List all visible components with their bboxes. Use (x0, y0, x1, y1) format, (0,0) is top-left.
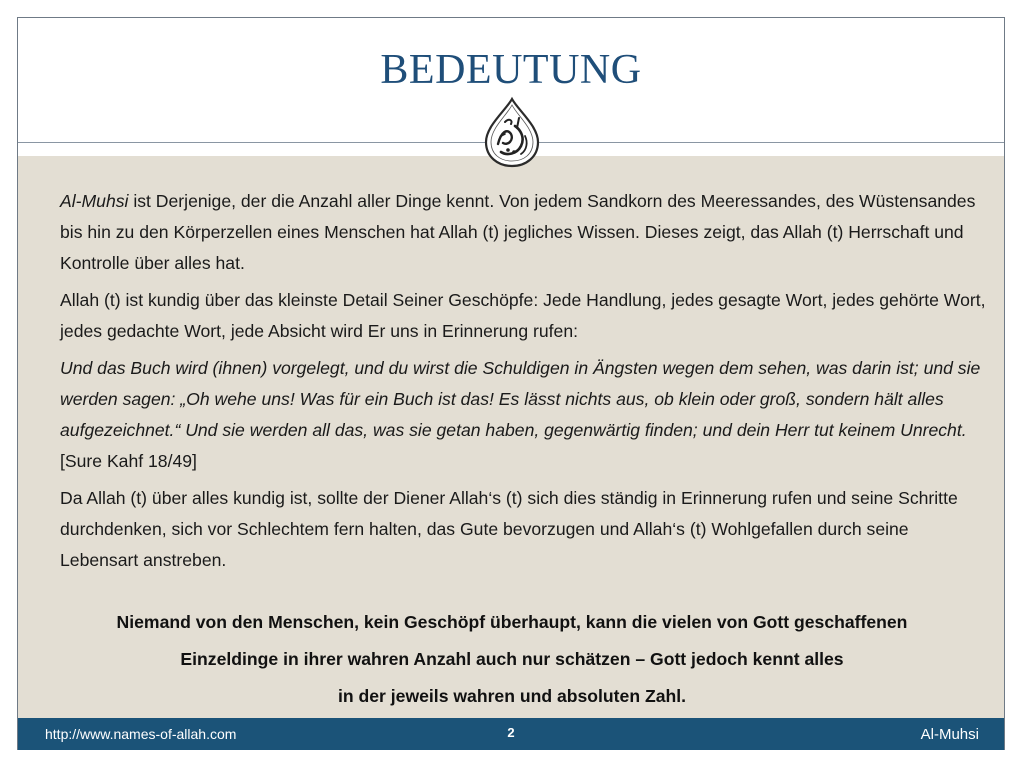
closing-line-2: Einzeldinge in ihrer wahren Anzahl auch nur schätzen – Gott jedoch kennt alles (180, 649, 844, 669)
page-title: BEDEUTUNG (380, 47, 642, 93)
paragraph-3 (60, 353, 990, 477)
quran-quote: Und das Buch wird (ihnen) vorgelegt, und du wirst die Schuldigen in Ängsten wegen dem sehen, was darin ist; und sie werden sagen: „Oh wehe uns! Was für ein Buch ist das! Es lässt nichts aus, ob klein oder groß, sondern hält alles aufgezeichnet.“ Und sie werden all das, was sie getan haben, gegenwärtig finden; und dein Herr tut keinem Unrecht. (60, 358, 981, 440)
paragraph-2: Allah (t) ist kundig über das kleinste Detail Seiner Geschöpfe: Jede Handlung, jedes gesagte Wort, jedes gehörte Wort, jedes gedachte Wort, jede Absicht wird Er uns in Erinnerung rufen: (60, 290, 986, 341)
closing-line-3: in der jeweils wahren und absoluten Zahl. (337, 686, 687, 706)
arabic-calligraphy-emblem-icon (481, 96, 543, 168)
footer-name: Al-Muhsi (920, 726, 979, 743)
footer-url-link[interactable]: http://www.names-of-allah.com (45, 726, 237, 742)
closing-statement (38, 604, 986, 715)
footer-bar (18, 718, 1004, 750)
paragraph-4: Da Allah (t) über alles kundig ist, sollte der Diener Allah‘s (t) sich dies ständig in Erinnerung rufen und seine Schritte durchdenken, sich vor Schlechtem fern halten, das Gute bevorzugen und Allah‘s (t) Wohlgefallen durch seine Lebensart anstreben. (60, 488, 958, 570)
content-area (18, 156, 1004, 718)
slide (17, 17, 1005, 750)
body-text (60, 186, 990, 582)
paragraph-1 (60, 186, 990, 279)
paragraph-1-text: ist Derjenige, der die Anzahl aller Dinge kennt. Von jedem Sandkorn des Meeressandes, des Wüstensandes bis hin zu den Körperzellen eines Menschen hat Allah (t) jegliches Wissen. Dieses zeigt, das Allah (t) Herrschaft und Kontrolle über alles hat. (60, 191, 976, 273)
name-emphasis: Al-Muhsi (60, 191, 129, 211)
quote-reference: [Sure Kahf 18/49] (60, 451, 197, 471)
closing-line-1: Niemand von den Menschen, kein Geschöpf überhaupt, kann die vielen von Gott geschaffenen (116, 612, 908, 632)
page-number: 2 (507, 725, 515, 740)
